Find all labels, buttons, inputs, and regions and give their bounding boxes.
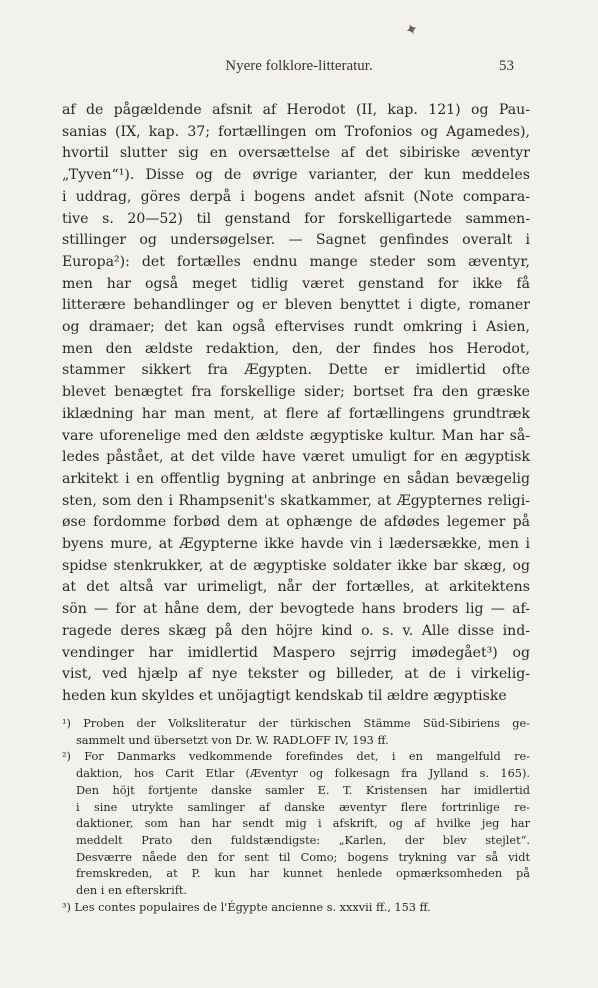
text-line: hvortil slutter sig en oversættelse af det sibiriske æventyr bbox=[62, 145, 530, 162]
footnote-line: daktion, hos Carit Etlar (Æventyr og folkesagn fra Jylland s. 165). bbox=[76, 767, 530, 781]
text-line: blevet benægtet fra forskellige sider; bortset fra den græske bbox=[62, 384, 530, 401]
text-line: men den ældste redaktion, den, der findes hos Herodot, bbox=[62, 340, 530, 357]
footnote-line: ¹) Proben der Volksliteratur der türkischen Stämme Süd-Sibiriens ge- bbox=[62, 717, 530, 730]
running-header bbox=[62, 58, 536, 78]
footnote-line: den i en efterskrift. bbox=[76, 884, 187, 898]
ornament-mark-icon: ✦ bbox=[402, 18, 422, 41]
footnote-line: Den höjt fortjente danske samler E. T. Kristensen har imidlertid bbox=[76, 783, 530, 797]
footnote-line: sammelt und übersetzt von Dr. W. RADLOFF IV, 193 ff. bbox=[76, 733, 389, 747]
text-line: tive s. 20—52) til genstand for forskelligartede sammen- bbox=[62, 210, 530, 227]
text-line: ledes påstået, at det vilde have været umuligt for en ægyptisk bbox=[62, 449, 530, 466]
text-line: af de pågældende afsnit af Herodot (II, kap. 121) og Pau- bbox=[62, 102, 530, 118]
text-line: øse fordomme forbød dem at ophænge de afdødes legemer på bbox=[62, 514, 530, 531]
text-line: vendinger har imidlertid Maspero sejrrig imødegået³) og bbox=[62, 644, 530, 661]
text-line: at det altså var urimeligt, når der fortælles, at arkitektens bbox=[62, 579, 530, 596]
main-text bbox=[62, 100, 530, 708]
text-line: stammer sikkert fra Ægypten. Dette er imidlertid ofte bbox=[62, 362, 530, 379]
text-line: „Tyven“¹). Disse og de øvrige varianter, der kun meddeles bbox=[62, 167, 530, 184]
footnotes bbox=[62, 716, 530, 916]
footnote-line: ³) Les contes populaires de l'Égypte ancienne s. xxxvii ff., 153 ff. bbox=[62, 900, 431, 914]
text-line: Europa²): det fortælles endnu mange steder som æventyr, bbox=[62, 253, 530, 270]
text-line: vist, ved hjælp af nye tekster og billeder, at de i virkelig- bbox=[62, 666, 530, 683]
footnote-line: fremskreden, at P. kun har kunnet henlede opmærksomheden på bbox=[76, 867, 530, 881]
text-line: og dramaer; det kan også eftervises rundt omkring i Asien, bbox=[62, 319, 530, 336]
text-line: sön — for at håne dem, der bevogtede hans broders lig — af- bbox=[62, 601, 530, 618]
text-line: i uddrag, göres derpå i bogens andet afsnit (Note compara- bbox=[62, 188, 530, 205]
text-line: sten, som den i Rhampsenit's skatkammer, at Ægypternes religi- bbox=[62, 492, 530, 509]
text-line: ragede deres skæg på den höjre kind o. s. v. Alle disse ind- bbox=[62, 622, 530, 639]
text-line: heden kun skyldes et unöjagtigt kendskab til ældre ægyptiske bbox=[62, 687, 507, 704]
text-line: litterære behandlinger og er bleven benyttet i digte, romaner bbox=[62, 297, 530, 314]
footnote-line: ²) For Danmarks vedkommende forefindes det, i en mangelfuld re- bbox=[62, 750, 530, 764]
text-line: iklædning har man ment, at flere af fortællingens grundtræk bbox=[62, 405, 530, 422]
text-line: stillinger og undersøgelser. — Sagnet genfindes overalt i bbox=[62, 232, 530, 249]
text-line: vare uforenelige med den ældste ægyptiske kultur. Man har så- bbox=[62, 427, 530, 444]
page-number: 53 bbox=[499, 58, 514, 74]
footnote-line: i sine utrykte samlinger af danske æventyr flere fortrinlige re- bbox=[76, 800, 530, 814]
text-line: sanias (IX, kap. 37; fortællingen om Trofonios og Agamedes), bbox=[62, 123, 530, 140]
text-line: arkitekt i en offentlig bygning at anbringe en sådan bevægelig bbox=[62, 470, 530, 487]
footnote-line: daktioner, som han har sendt mig i afskrift, og af hvilke jeg har bbox=[76, 817, 530, 831]
running-title: Nyere folklore-litteratur. bbox=[225, 58, 373, 74]
footnote-line: meddelt Prato den fuldstændigste: „Karlen, der blev stejlet“. bbox=[76, 833, 530, 847]
text-line: spidse stenkrukker, at de ægyptiske soldater ikke bar skæg, og bbox=[62, 557, 530, 574]
text-line: byens mure, at Ægypterne ikke havde vin i lædersække, men i bbox=[62, 536, 530, 553]
text-line: men har også meget tidlig været genstand for ikke få bbox=[62, 275, 530, 292]
footnote-line: Desværre nåede den for sent til Como; bogens trykning var så vidt bbox=[76, 850, 530, 864]
